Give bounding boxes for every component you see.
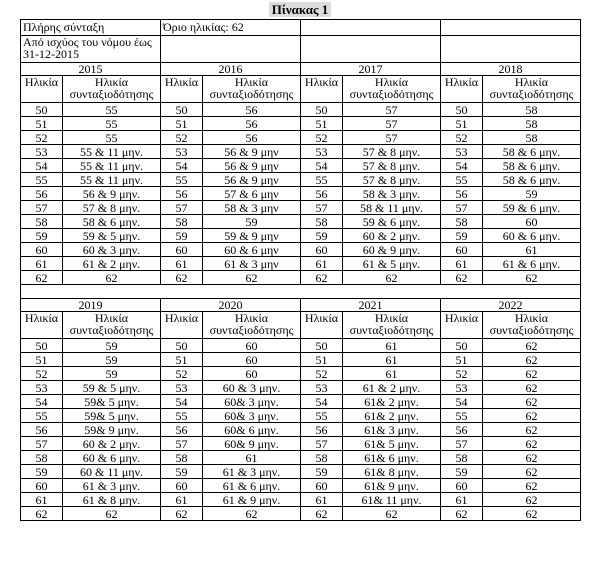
- pension-age-cell: 58: [483, 131, 581, 145]
- empty-cell: [441, 36, 581, 63]
- pension-age-cell: 62: [483, 339, 581, 353]
- pension-age-cell: 60 & 2 μην.: [343, 229, 441, 243]
- pension-age-header: Ηλικία συνταξιοδότησης: [343, 76, 441, 103]
- pension-age-cell: 58 & 6 μην.: [483, 159, 581, 173]
- age-cell: 61: [21, 257, 63, 271]
- table-caption: [0, 2, 600, 17]
- age-cell: 54: [161, 395, 203, 409]
- pension-age-header: Ηλικία συνταξιοδότησης: [203, 312, 301, 339]
- age-cell: 51: [21, 353, 63, 367]
- age-cell: 60: [21, 479, 63, 493]
- pension-age-header: Ηλικία συνταξιοδότησης: [63, 312, 161, 339]
- age-cell: 57: [441, 201, 483, 215]
- pension-age-header: Ηλικία συνταξιοδότησης: [343, 312, 441, 339]
- pension-age-cell: 62: [483, 395, 581, 409]
- year-row: [21, 299, 581, 312]
- pension-age-cell: 58 & 6 μην.: [63, 215, 161, 229]
- age-cell: 54: [21, 159, 63, 173]
- age-cell: 58: [161, 215, 203, 229]
- age-cell: 50: [21, 339, 63, 353]
- age-cell: 55: [301, 173, 343, 187]
- age-cell: 52: [441, 367, 483, 381]
- pension-age-cell: 60: [203, 353, 301, 367]
- age-header: Ηλικία: [161, 76, 203, 103]
- age-cell: 62: [21, 271, 63, 285]
- age-limit-cell: Όριο ηλικίας: 62: [161, 20, 301, 36]
- age-cell: 57: [301, 201, 343, 215]
- pension-age-cell: 60: [203, 339, 301, 353]
- pension-age-cell: 57 & 8 μην.: [343, 145, 441, 159]
- age-cell: 60: [441, 479, 483, 493]
- insured-period-cell: Από ισχύος του νόμου έως 31-12-2015: [21, 36, 161, 63]
- pension-age-cell: 62: [483, 271, 581, 285]
- pension-age-cell: 61: [483, 243, 581, 257]
- pension-age-cell: 60& 3 μην.: [203, 395, 301, 409]
- age-cell: 55: [441, 409, 483, 423]
- pension-age-cell: 61 & 3 μην: [203, 257, 301, 271]
- pension-age-cell: 62: [63, 507, 161, 521]
- age-cell: 52: [301, 131, 343, 145]
- empty-cell: [161, 36, 301, 63]
- table-row: [21, 437, 581, 451]
- pension-age-cell: 62: [343, 507, 441, 521]
- pension-age-cell: 61& 6 μην.: [343, 451, 441, 465]
- age-cell: 58: [21, 451, 63, 465]
- table-row: [21, 507, 581, 521]
- pension-age-cell: 59: [63, 367, 161, 381]
- table-row: [21, 339, 581, 353]
- pension-age-cell: 55: [63, 103, 161, 117]
- pension-age-cell: 62: [483, 367, 581, 381]
- age-cell: 53: [441, 381, 483, 395]
- table-row: [21, 395, 581, 409]
- pension-age-cell: 60& 3 μην.: [203, 409, 301, 423]
- pension-age-header: Ηλικία συνταξιοδότησης: [203, 76, 301, 103]
- pension-age-cell: 56: [203, 103, 301, 117]
- full-pension-cell: Πλήρης σύνταξη: [21, 20, 161, 36]
- pension-age-cell: 60 & 6 μην: [203, 243, 301, 257]
- pension-age-cell: 57 & 8 μην.: [63, 201, 161, 215]
- age-cell: 62: [301, 271, 343, 285]
- pension-age-cell: 61& 2 μην.: [343, 409, 441, 423]
- pension-age-cell: 59 & 6 μην.: [343, 215, 441, 229]
- pension-age-cell: 62: [483, 493, 581, 507]
- pension-age-cell: 61 & 8 μην.: [63, 493, 161, 507]
- pension-age-cell: 61: [343, 367, 441, 381]
- age-cell: 55: [161, 409, 203, 423]
- age-cell: 61: [301, 493, 343, 507]
- pension-age-cell: 61& 3 μην.: [343, 423, 441, 437]
- table-row: [21, 173, 581, 187]
- pension-age-cell: 61: [203, 451, 301, 465]
- age-cell: 56: [441, 187, 483, 201]
- age-cell: 53: [21, 145, 63, 159]
- age-header: Ηλικία: [441, 76, 483, 103]
- pension-age-cell: 60 & 3 μην.: [63, 243, 161, 257]
- pension-age-cell: 56 & 9 μην: [203, 145, 301, 159]
- pension-age-cell: 62: [203, 271, 301, 285]
- age-cell: 60: [301, 479, 343, 493]
- age-cell: 54: [21, 395, 63, 409]
- pension-age-cell: 61 & 6 μην.: [483, 257, 581, 271]
- age-cell: 51: [441, 117, 483, 131]
- age-cell: 62: [441, 271, 483, 285]
- table-row: [21, 243, 581, 257]
- pension-age-cell: 56 & 9 μην: [203, 159, 301, 173]
- column-header-row: [21, 312, 581, 339]
- age-cell: 60: [301, 243, 343, 257]
- age-cell: 58: [301, 215, 343, 229]
- age-cell: 51: [161, 353, 203, 367]
- age-cell: 57: [301, 437, 343, 451]
- spacer-cell: [21, 285, 581, 299]
- age-cell: 56: [21, 423, 63, 437]
- age-cell: 59: [161, 465, 203, 479]
- pension-age-cell: 60 & 2 μην.: [63, 437, 161, 451]
- age-header: Ηλικία: [301, 76, 343, 103]
- pension-age-cell: 59: [63, 353, 161, 367]
- pension-age-cell: 55: [63, 131, 161, 145]
- table-row: [21, 103, 581, 117]
- pension-age-cell: 60 & 6 μην.: [483, 229, 581, 243]
- pension-age-cell: 58 & 6 μην.: [483, 173, 581, 187]
- pension-age-cell: 58: [483, 117, 581, 131]
- age-header: Ηλικία: [301, 312, 343, 339]
- age-cell: 51: [21, 117, 63, 131]
- age-cell: 53: [161, 145, 203, 159]
- pension-age-cell: 62: [483, 507, 581, 521]
- year-cell: 2017: [301, 63, 441, 76]
- empty-cell: [441, 20, 581, 36]
- spacer-row: [21, 285, 581, 299]
- pension-age-cell: 57: [343, 103, 441, 117]
- pension-age-cell: 59 & 6 μην.: [483, 201, 581, 215]
- age-cell: 55: [441, 173, 483, 187]
- age-cell: 56: [301, 187, 343, 201]
- age-cell: 56: [161, 423, 203, 437]
- age-cell: 55: [161, 173, 203, 187]
- age-cell: 58: [441, 451, 483, 465]
- age-cell: 54: [441, 159, 483, 173]
- pension-age-cell: 61& 11 μην.: [343, 493, 441, 507]
- pension-age-cell: 62: [343, 271, 441, 285]
- table-row: [21, 271, 581, 285]
- age-cell: 51: [301, 353, 343, 367]
- pension-age-cell: 58: [483, 103, 581, 117]
- pension-age-cell: 60: [483, 215, 581, 229]
- table-row: [21, 131, 581, 145]
- age-cell: 53: [301, 145, 343, 159]
- pension-age-cell: 59 & 5 μην.: [63, 381, 161, 395]
- pension-age-cell: 61& 5 μην.: [343, 437, 441, 451]
- pension-age-cell: 56 & 9 μην: [203, 173, 301, 187]
- pension-age-cell: 56: [203, 117, 301, 131]
- age-cell: 57: [21, 201, 63, 215]
- pension-age-cell: 59& 5 μην.: [63, 409, 161, 423]
- pension-age-cell: 62: [63, 271, 161, 285]
- age-cell: 54: [441, 395, 483, 409]
- pension-age-cell: 60 & 6 μην.: [63, 451, 161, 465]
- year-cell: 2019: [21, 299, 161, 312]
- age-cell: 59: [21, 465, 63, 479]
- pension-age-cell: 56: [203, 131, 301, 145]
- age-cell: 56: [441, 423, 483, 437]
- top-row-2: [21, 36, 581, 63]
- age-cell: 60: [161, 243, 203, 257]
- pension-age-header: Ηλικία συνταξιοδότησης: [483, 76, 581, 103]
- table-row: [21, 493, 581, 507]
- year-cell: 2018: [441, 63, 581, 76]
- age-cell: 61: [441, 493, 483, 507]
- age-cell: 59: [301, 229, 343, 243]
- age-cell: 50: [161, 103, 203, 117]
- pension-age-cell: 56 & 9 μην.: [63, 187, 161, 201]
- age-cell: 54: [301, 159, 343, 173]
- table-row: [21, 145, 581, 159]
- table-row: [21, 257, 581, 271]
- pension-age-cell: 58 & 11 μην.: [343, 201, 441, 215]
- pension-age-cell: 57 & 6 μην: [203, 187, 301, 201]
- age-cell: 50: [301, 103, 343, 117]
- age-cell: 57: [161, 437, 203, 451]
- age-cell: 51: [301, 117, 343, 131]
- pension-age-cell: 61: [343, 353, 441, 367]
- age-cell: 51: [441, 353, 483, 367]
- table-row: [21, 479, 581, 493]
- table-row: [21, 381, 581, 395]
- pension-age-cell: 61 & 3 μην.: [63, 479, 161, 493]
- pension-age-table: [20, 19, 581, 521]
- age-cell: 62: [161, 507, 203, 521]
- age-cell: 52: [21, 131, 63, 145]
- table-row: [21, 229, 581, 243]
- pension-age-cell: 60 & 9 μην.: [343, 243, 441, 257]
- age-cell: 57: [441, 437, 483, 451]
- pension-age-cell: 55: [63, 117, 161, 131]
- pension-age-cell: 55 & 11 μην.: [63, 159, 161, 173]
- age-cell: 61: [441, 257, 483, 271]
- age-cell: 58: [301, 451, 343, 465]
- pension-age-cell: 61 & 2 μην.: [343, 381, 441, 395]
- table-row: [21, 187, 581, 201]
- age-cell: 56: [161, 187, 203, 201]
- pension-age-cell: 60& 6 μην.: [203, 423, 301, 437]
- pension-age-cell: 62: [483, 423, 581, 437]
- year-cell: 2021: [301, 299, 441, 312]
- age-cell: 55: [21, 409, 63, 423]
- column-header-row: [21, 76, 581, 103]
- age-cell: 59: [441, 465, 483, 479]
- pension-age-cell: 57: [343, 117, 441, 131]
- pension-age-cell: 57 & 8 μην.: [343, 159, 441, 173]
- age-cell: 61: [21, 493, 63, 507]
- age-cell: 52: [161, 367, 203, 381]
- age-cell: 59: [441, 229, 483, 243]
- table-row: [21, 201, 581, 215]
- age-cell: 62: [301, 507, 343, 521]
- year-row: [21, 63, 581, 76]
- age-cell: 59: [21, 229, 63, 243]
- pension-age-cell: 58 & 3 μην: [203, 201, 301, 215]
- table-row: [21, 159, 581, 173]
- age-cell: 50: [441, 103, 483, 117]
- age-cell: 56: [301, 423, 343, 437]
- age-cell: 62: [21, 507, 63, 521]
- pension-age-cell: 61& 2 μην.: [343, 395, 441, 409]
- age-cell: 60: [161, 479, 203, 493]
- pension-age-cell: 62: [483, 479, 581, 493]
- age-cell: 58: [21, 215, 63, 229]
- age-cell: 61: [301, 257, 343, 271]
- pension-age-cell: 59: [203, 215, 301, 229]
- age-cell: 52: [441, 131, 483, 145]
- age-cell: 53: [161, 381, 203, 395]
- age-header: Ηλικία: [21, 312, 63, 339]
- table-row: [21, 353, 581, 367]
- pension-age-cell: 59 & 5 μην.: [63, 229, 161, 243]
- age-cell: 55: [301, 409, 343, 423]
- pension-age-cell: 59: [483, 187, 581, 201]
- age-cell: 50: [21, 103, 63, 117]
- pension-age-cell: 61 & 9 μην.: [203, 493, 301, 507]
- age-cell: 50: [161, 339, 203, 353]
- pension-age-cell: 58 & 6 μην.: [483, 145, 581, 159]
- pension-age-cell: 57: [343, 131, 441, 145]
- age-cell: 52: [301, 367, 343, 381]
- age-cell: 58: [441, 215, 483, 229]
- pension-age-cell: 61 & 3 μην.: [203, 465, 301, 479]
- table-row: [21, 465, 581, 479]
- table-row: [21, 451, 581, 465]
- year-cell: 2015: [21, 63, 161, 76]
- age-cell: 53: [441, 145, 483, 159]
- age-cell: 54: [161, 159, 203, 173]
- age-cell: 58: [161, 451, 203, 465]
- top-row-1: [21, 20, 581, 36]
- pension-age-cell: 62: [483, 381, 581, 395]
- pension-age-cell: 62: [483, 353, 581, 367]
- pension-age-cell: 60& 9 μην.: [203, 437, 301, 451]
- age-header: Ηλικία: [161, 312, 203, 339]
- age-cell: 53: [21, 381, 63, 395]
- pension-age-cell: 62: [203, 507, 301, 521]
- pension-age-cell: 57 & 8 μην.: [343, 173, 441, 187]
- year-cell: 2022: [441, 299, 581, 312]
- table-row: [21, 367, 581, 381]
- table-row: [21, 423, 581, 437]
- age-cell: 62: [161, 271, 203, 285]
- pension-age-cell: 62: [483, 437, 581, 451]
- pension-age-cell: 58 & 3 μην.: [343, 187, 441, 201]
- pension-age-cell: 59: [63, 339, 161, 353]
- pension-age-cell: 61 & 6 μην.: [203, 479, 301, 493]
- table-row: [21, 409, 581, 423]
- age-cell: 59: [301, 465, 343, 479]
- pension-age-cell: 55 & 11 μην.: [63, 173, 161, 187]
- age-cell: 50: [441, 339, 483, 353]
- pension-age-cell: 60 & 3 μην.: [203, 381, 301, 395]
- age-cell: 59: [161, 229, 203, 243]
- table-row: [21, 117, 581, 131]
- age-cell: 52: [161, 131, 203, 145]
- pension-age-cell: 61& 8 μην.: [343, 465, 441, 479]
- age-cell: 56: [21, 187, 63, 201]
- pension-age-cell: 59 & 9 μην: [203, 229, 301, 243]
- pension-age-cell: 59& 9 μην.: [63, 423, 161, 437]
- age-cell: 60: [21, 243, 63, 257]
- year-cell: 2020: [161, 299, 301, 312]
- pension-age-cell: 61 & 5 μην.: [343, 257, 441, 271]
- age-cell: 51: [161, 117, 203, 131]
- pension-age-cell: 62: [483, 465, 581, 479]
- year-cell: 2016: [161, 63, 301, 76]
- age-cell: 54: [301, 395, 343, 409]
- age-cell: 61: [161, 493, 203, 507]
- empty-cell: [301, 36, 441, 63]
- table-title: Πίνακας 1: [269, 2, 332, 17]
- age-cell: 62: [441, 507, 483, 521]
- age-header: Ηλικία: [21, 76, 63, 103]
- pension-age-cell: 55 & 11 μην.: [63, 145, 161, 159]
- age-cell: 55: [21, 173, 63, 187]
- age-cell: 57: [161, 201, 203, 215]
- age-cell: 52: [21, 367, 63, 381]
- pension-age-header: Ηλικία συνταξιοδότησης: [483, 312, 581, 339]
- pension-age-cell: 60 & 11 μην.: [63, 465, 161, 479]
- pension-age-cell: 61: [343, 339, 441, 353]
- pension-age-cell: 62: [483, 451, 581, 465]
- age-cell: 53: [301, 381, 343, 395]
- pension-age-header: Ηλικία συνταξιοδότησης: [63, 76, 161, 103]
- age-cell: 61: [161, 257, 203, 271]
- pension-age-cell: 59& 5 μην.: [63, 395, 161, 409]
- age-cell: 57: [21, 437, 63, 451]
- empty-cell: [301, 20, 441, 36]
- pension-age-cell: 60: [203, 367, 301, 381]
- age-cell: 50: [301, 339, 343, 353]
- age-cell: 60: [441, 243, 483, 257]
- pension-age-cell: 61& 9 μην.: [343, 479, 441, 493]
- pension-age-cell: 61 & 2 μην.: [63, 257, 161, 271]
- age-header: Ηλικία: [441, 312, 483, 339]
- pension-age-cell: 62: [483, 409, 581, 423]
- table-row: [21, 215, 581, 229]
